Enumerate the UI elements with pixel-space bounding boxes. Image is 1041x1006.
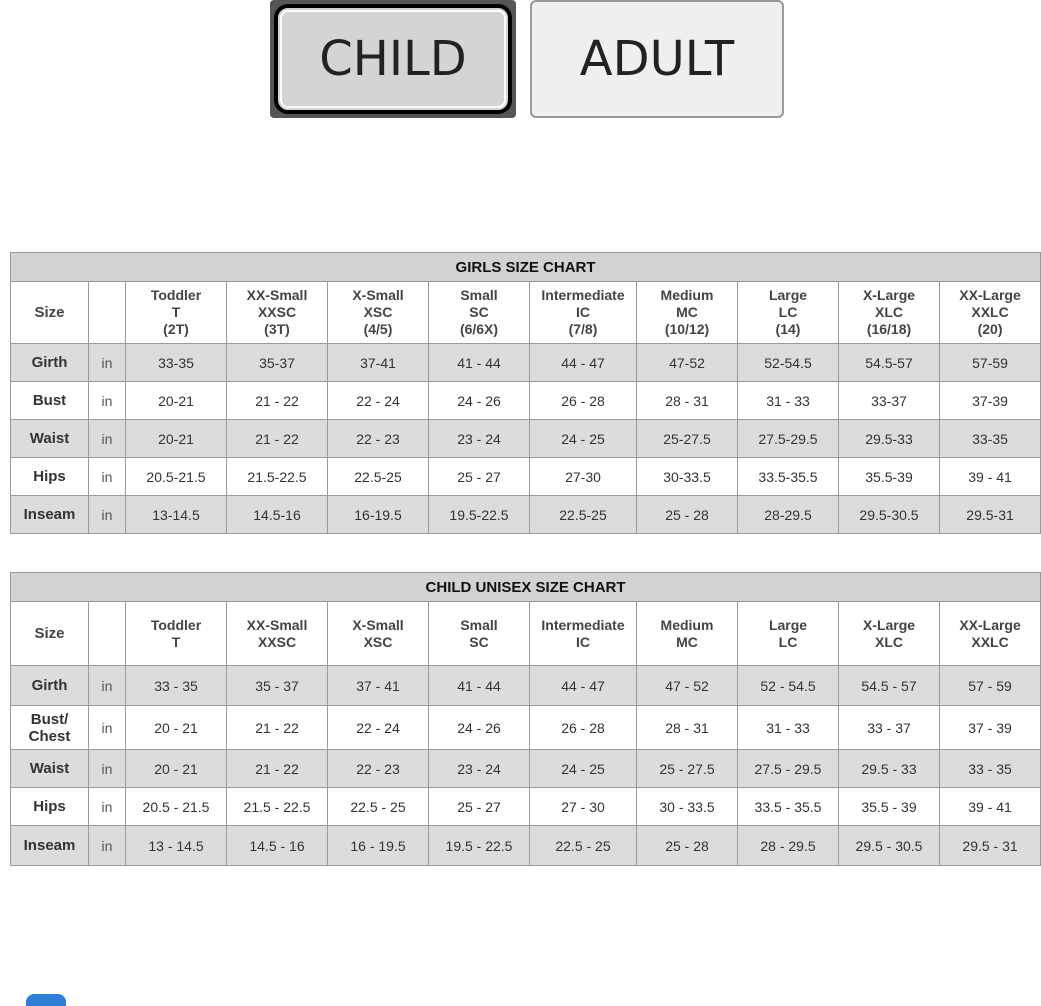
size-column-header-line: XLC — [875, 633, 903, 650]
size-column-header-line: SC — [469, 633, 489, 650]
size-column-header-line: Small — [460, 616, 498, 633]
size-value-cell: 31 - 33 — [738, 706, 839, 750]
size-value-cell: 35.5-39 — [839, 458, 940, 496]
measurement-label-line: Inseam — [23, 837, 76, 854]
size-value-cell: 20-21 — [126, 382, 227, 420]
size-value-cell: 29.5-31 — [940, 496, 1041, 534]
child-tab-label: CHILD — [274, 4, 512, 114]
size-value-cell: 25 - 27 — [429, 788, 530, 826]
unit-header — [89, 602, 126, 666]
size-column-header-line: (20) — [977, 321, 1003, 337]
size-value-cell: 57 - 59 — [940, 666, 1041, 706]
size-value-cell: 25 - 28 — [637, 826, 738, 866]
measurement-label-line: Waist — [29, 430, 70, 447]
chat-icon[interactable] — [26, 994, 66, 1006]
size-value-cell: 31 - 33 — [738, 382, 839, 420]
table-row — [11, 826, 1041, 866]
child-tab-button[interactable] — [270, 0, 516, 118]
measurement-label — [11, 788, 89, 826]
size-value-cell: 33-35 — [126, 344, 227, 382]
size-column-header — [328, 602, 429, 666]
size-column-header-line: T — [171, 304, 181, 320]
size-value-cell: 21 - 22 — [227, 706, 328, 750]
size-column-header-line: (16/18) — [866, 321, 912, 337]
size-column-header — [429, 602, 530, 666]
unit-cell: in — [89, 826, 126, 866]
size-value-cell: 20.5-21.5 — [126, 458, 227, 496]
measurement-label-line: Hips — [33, 468, 66, 485]
size-value-cell: 30-33.5 — [637, 458, 738, 496]
size-column-header-line: X-Large — [862, 287, 916, 303]
size-value-cell: 33 - 35 — [126, 666, 227, 706]
measurement-label-line: Bust — [32, 392, 67, 409]
size-column-header-line: (6/6X) — [459, 321, 499, 337]
size-column-header — [839, 282, 940, 344]
size-value-cell: 24 - 26 — [429, 382, 530, 420]
size-value-cell: 47-52 — [637, 344, 738, 382]
table-row — [11, 344, 1041, 382]
size-column-header-line: Toddler — [150, 287, 202, 303]
size-value-cell: 22.5 - 25 — [530, 826, 637, 866]
measurement-label-line: Hips — [33, 798, 66, 815]
size-value-cell: 37 - 41 — [328, 666, 429, 706]
size-value-cell: 33-35 — [940, 420, 1041, 458]
table-row — [11, 420, 1041, 458]
size-column-header-line: T — [171, 633, 181, 650]
size-column-header-line: LC — [778, 633, 798, 650]
table-row — [11, 788, 1041, 826]
size-value-cell: 22.5-25 — [530, 496, 637, 534]
size-value-cell: 21.5-22.5 — [227, 458, 328, 496]
size-value-cell: 19.5 - 22.5 — [429, 826, 530, 866]
adult-tab-button[interactable]: ADULT — [530, 0, 784, 118]
size-column-header — [227, 282, 328, 344]
size-value-cell: 23 - 24 — [429, 420, 530, 458]
size-value-cell: 25-27.5 — [637, 420, 738, 458]
size-value-cell: 16 - 19.5 — [328, 826, 429, 866]
size-column-header — [940, 282, 1041, 344]
size-column-header — [738, 602, 839, 666]
measurement-label — [11, 496, 89, 534]
measurement-label — [11, 420, 89, 458]
size-column-header — [429, 282, 530, 344]
size-value-cell: 54.5 - 57 — [839, 666, 940, 706]
measurement-label — [11, 344, 89, 382]
girls-size-chart-container — [0, 252, 1021, 542]
size-column-header — [637, 602, 738, 666]
size-column-header-line: Large — [768, 287, 808, 303]
size-value-cell: 37 - 39 — [940, 706, 1041, 750]
unit-cell: in — [89, 420, 126, 458]
size-value-cell: 35 - 37 — [227, 666, 328, 706]
size-value-cell: 44 - 47 — [530, 344, 637, 382]
size-value-cell: 21 - 22 — [227, 420, 328, 458]
size-column-header — [328, 282, 429, 344]
size-value-cell: 52 - 54.5 — [738, 666, 839, 706]
size-column-header-line: SC — [469, 304, 489, 320]
size-column-header-line: XX-Small — [246, 616, 308, 633]
chart-title: GIRLS SIZE CHART — [11, 253, 1041, 282]
unit-cell: in — [89, 788, 126, 826]
table-row — [11, 496, 1041, 534]
size-value-cell: 22 - 24 — [328, 382, 429, 420]
size-value-cell: 24 - 25 — [530, 750, 637, 788]
size-column-header-line: Large — [768, 616, 808, 633]
size-column-header-line: X-Small — [352, 616, 404, 633]
unit-cell: in — [89, 750, 126, 788]
size-value-cell: 25 - 28 — [637, 496, 738, 534]
measurement-label-line: Inseam — [23, 506, 76, 523]
size-value-cell: 27 - 30 — [530, 788, 637, 826]
unit-cell: in — [89, 666, 126, 706]
size-column-header-line: XX-Large — [959, 287, 1021, 303]
size-value-cell: 20-21 — [126, 420, 227, 458]
size-value-cell: 33.5 - 35.5 — [738, 788, 839, 826]
measurement-label-line: Bust/ — [30, 710, 69, 728]
size-column-header-line: Small — [460, 287, 498, 303]
unisex-size-chart-container — [0, 572, 1021, 872]
size-value-cell: 52-54.5 — [738, 344, 839, 382]
size-column-header-line: (7/8) — [568, 321, 598, 337]
size-value-cell: 33.5-35.5 — [738, 458, 839, 496]
size-column-header-line: XX-Large — [959, 616, 1021, 633]
size-value-cell: 20.5 - 21.5 — [126, 788, 227, 826]
size-column-header — [637, 282, 738, 344]
size-value-cell: 37-39 — [940, 382, 1041, 420]
size-value-cell: 35.5 - 39 — [839, 788, 940, 826]
size-value-cell: 29.5-30.5 — [839, 496, 940, 534]
size-column-header — [839, 602, 940, 666]
size-column-header-line: XSC — [363, 633, 393, 650]
chart-title: CHILD UNISEX SIZE CHART — [11, 573, 1041, 602]
size-column-header-line: Medium — [660, 616, 714, 633]
size-column-header-line: Intermediate — [541, 287, 625, 303]
size-value-cell: 30 - 33.5 — [637, 788, 738, 826]
size-value-cell: 26 - 28 — [530, 382, 637, 420]
size-value-cell: 57-59 — [940, 344, 1041, 382]
size-value-cell: 29.5-33 — [839, 420, 940, 458]
measurement-label-line: Girth — [31, 677, 68, 694]
size-value-cell: 37-41 — [328, 344, 429, 382]
table-row — [11, 458, 1041, 496]
table-row — [11, 666, 1041, 706]
size-value-cell: 39 - 41 — [940, 788, 1041, 826]
size-column-header-line: XXSC — [257, 633, 297, 650]
unit-cell: in — [89, 496, 126, 534]
size-value-cell: 26 - 28 — [530, 706, 637, 750]
size-value-cell: 14.5-16 — [227, 496, 328, 534]
unit-cell: in — [89, 706, 126, 750]
size-column-header-line: (14) — [775, 321, 801, 337]
measurement-label — [11, 750, 89, 788]
size-value-cell: 16-19.5 — [328, 496, 429, 534]
size-value-cell: 13 - 14.5 — [126, 826, 227, 866]
size-column-header — [530, 602, 637, 666]
size-value-cell: 20 - 21 — [126, 750, 227, 788]
measurement-label — [11, 706, 89, 750]
size-column-header-line: X-Large — [862, 616, 916, 633]
size-value-cell: 24 - 25 — [530, 420, 637, 458]
size-value-cell: 27.5 - 29.5 — [738, 750, 839, 788]
size-column-header — [738, 282, 839, 344]
size-value-cell: 28 - 29.5 — [738, 826, 839, 866]
size-column-header-line: XXLC — [971, 633, 1009, 650]
size-column-header-line: XXLC — [971, 304, 1009, 320]
size-column-header — [940, 602, 1041, 666]
measurement-label-line: Girth — [31, 354, 68, 371]
size-header: Size — [11, 602, 89, 666]
size-value-cell: 19.5-22.5 — [429, 496, 530, 534]
size-value-cell: 29.5 - 31 — [940, 826, 1041, 866]
size-value-cell: 22.5-25 — [328, 458, 429, 496]
size-column-header-line: Intermediate — [541, 616, 625, 633]
size-value-cell: 25 - 27 — [429, 458, 530, 496]
unit-cell: in — [89, 458, 126, 496]
size-value-cell: 28 - 31 — [637, 382, 738, 420]
size-value-cell: 21 - 22 — [227, 750, 328, 788]
measurement-label-line: Chest — [28, 727, 71, 745]
size-value-cell: 27-30 — [530, 458, 637, 496]
size-value-cell: 35-37 — [227, 344, 328, 382]
size-column-header-line: LC — [778, 304, 798, 320]
size-value-cell: 28 - 31 — [637, 706, 738, 750]
size-column-header-line: XXSC — [257, 304, 297, 320]
size-column-header-line: Toddler — [150, 616, 202, 633]
size-toggle-group — [270, 0, 790, 120]
size-column-header — [126, 602, 227, 666]
table-row — [11, 382, 1041, 420]
size-value-cell: 41 - 44 — [429, 344, 530, 382]
size-value-cell: 29.5 - 30.5 — [839, 826, 940, 866]
size-value-cell: 23 - 24 — [429, 750, 530, 788]
size-column-header-line: (2T) — [163, 321, 189, 337]
unit-cell: in — [89, 344, 126, 382]
size-value-cell: 21 - 22 — [227, 382, 328, 420]
size-value-cell: 44 - 47 — [530, 666, 637, 706]
size-column-header — [530, 282, 637, 344]
size-value-cell: 24 - 26 — [429, 706, 530, 750]
measurement-label — [11, 382, 89, 420]
size-column-header — [227, 602, 328, 666]
size-value-cell: 28-29.5 — [738, 496, 839, 534]
measurement-label — [11, 666, 89, 706]
child-unisex-size-chart — [10, 572, 1041, 866]
size-column-header-line: IC — [576, 633, 590, 650]
size-column-header-line: XSC — [363, 304, 393, 320]
size-column-header-line: XLC — [875, 304, 903, 320]
size-value-cell: 22 - 23 — [328, 750, 429, 788]
size-value-cell: 21.5 - 22.5 — [227, 788, 328, 826]
size-column-header-line: MC — [676, 304, 698, 320]
size-value-cell: 22 - 24 — [328, 706, 429, 750]
size-value-cell: 27.5-29.5 — [738, 420, 839, 458]
size-column-header-line: Medium — [660, 287, 714, 303]
size-column-header-line: XX-Small — [246, 287, 308, 303]
size-column-header-line: (4/5) — [363, 321, 393, 337]
size-column-header-line: (10/12) — [664, 321, 710, 337]
size-value-cell: 22.5 - 25 — [328, 788, 429, 826]
size-value-cell: 29.5 - 33 — [839, 750, 940, 788]
size-value-cell: 33 - 37 — [839, 706, 940, 750]
size-column-header-line: MC — [676, 633, 698, 650]
size-value-cell: 54.5-57 — [839, 344, 940, 382]
size-column-header — [126, 282, 227, 344]
size-value-cell: 33-37 — [839, 382, 940, 420]
size-column-header-line: (3T) — [264, 321, 290, 337]
size-column-header-line: IC — [576, 304, 590, 320]
table-row — [11, 750, 1041, 788]
girls-size-chart — [10, 252, 1041, 534]
measurement-label — [11, 826, 89, 866]
unit-header — [89, 282, 126, 344]
measurement-label-line: Waist — [29, 760, 70, 777]
size-value-cell: 33 - 35 — [940, 750, 1041, 788]
size-column-header-line: X-Small — [352, 287, 404, 303]
size-value-cell: 14.5 - 16 — [227, 826, 328, 866]
table-row — [11, 706, 1041, 750]
unit-cell: in — [89, 382, 126, 420]
size-value-cell: 39 - 41 — [940, 458, 1041, 496]
measurement-label — [11, 458, 89, 496]
size-value-cell: 22 - 23 — [328, 420, 429, 458]
size-value-cell: 20 - 21 — [126, 706, 227, 750]
size-value-cell: 25 - 27.5 — [637, 750, 738, 788]
size-value-cell: 47 - 52 — [637, 666, 738, 706]
size-header: Size — [11, 282, 89, 344]
size-value-cell: 41 - 44 — [429, 666, 530, 706]
size-value-cell: 13-14.5 — [126, 496, 227, 534]
